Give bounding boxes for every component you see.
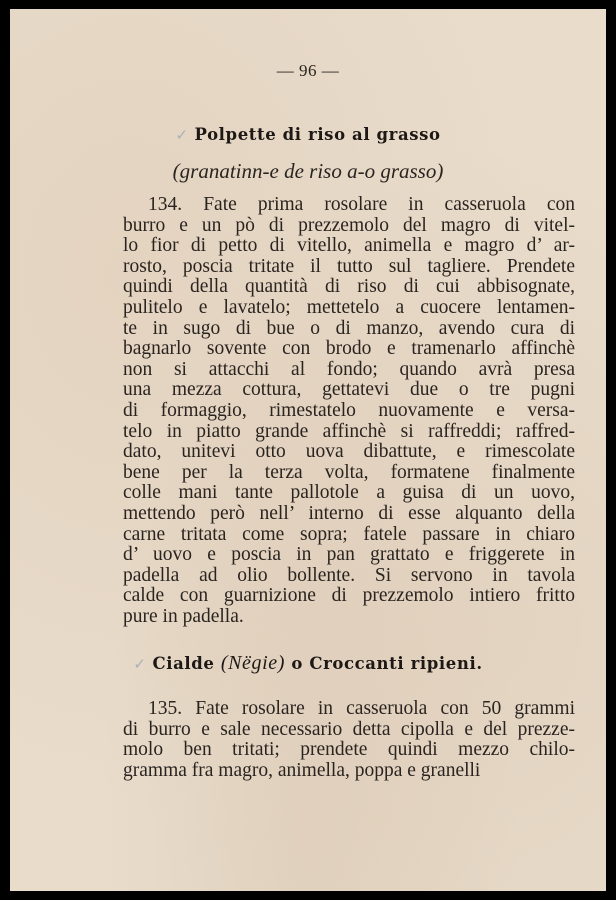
text-line: burro e un pò di prezzemolo del magro di vitel- <box>123 214 575 236</box>
text-line: pulitelo e lavatelo; mettetelo a cuocere lentamen- <box>123 296 575 318</box>
recipe-title-part: o Croccanti ripieni. <box>291 654 483 673</box>
text-line: bagnarlo sovente con brodo e tramenarlo affinchè <box>123 338 575 360</box>
text-line: 135. Fate rosolare in casseruola con 50 grammi <box>148 698 575 719</box>
text-line: una mezza cottura, gettatevi due o tre pugni <box>123 379 575 401</box>
book-page <box>10 9 606 891</box>
text-line: te in sugo di bue o di manzo, avendo cura di <box>123 317 575 339</box>
recipe-title-part: Cialde <box>152 654 215 673</box>
recipe-title <box>10 125 606 144</box>
text-line: telo in piatto grande affinchè si raffreddi; raffred- <box>123 420 575 442</box>
text-line: di burro e sale necessario detta cipolla e del prezze- <box>123 718 575 740</box>
text-line: di formaggio, rimestatelo nuovamente e versa- <box>123 399 575 421</box>
text-line: dato, unitevi otto uova dibattute, e rimescolate <box>123 441 575 463</box>
check-mark-icon: ✓ <box>175 126 189 144</box>
page-number: — 96 — <box>276 61 340 80</box>
text-line: calde con guarnizione di prezzemolo intiero fritto <box>123 585 575 607</box>
text-line: d’ uovo e poscia in pan grattato e friggerete in <box>123 544 575 566</box>
recipe-paragraph <box>123 699 575 781</box>
text-line: colle mani tante pallotole a guisa di un uovo, <box>123 482 575 504</box>
text-line: lo fior di petto di vitello, animella e magro d’ ar- <box>123 235 575 257</box>
text-line: rosto, poscia tritate il tutto sul tagliere. Prendete <box>123 255 575 277</box>
text-line: mettendo però nell’ interno di esse alquanto della <box>123 502 575 524</box>
recipe-title-text: Polpette di riso al grasso <box>194 125 441 144</box>
recipe-paragraph <box>123 195 575 627</box>
text-line: molo ben tritati; prendete quindi mezzo chilo- <box>123 739 575 761</box>
text-line: padella ad olio bollente. Si servono in tavola <box>123 564 575 586</box>
text-line: 134. Fate prima rosolare in casseruola con <box>148 194 575 215</box>
text-line: gramma fra magro, animella, poppa e granelli <box>123 759 481 781</box>
text-line: bene per la terza volta, formatene finalmente <box>123 461 575 483</box>
text-line: quindi della quantità di riso di cui abbisognate, <box>123 276 575 298</box>
text-line: carne tritata come sopra; fatele passare in chiaro <box>123 523 575 545</box>
recipe-title <box>10 652 606 675</box>
check-mark-icon: ✓ <box>133 655 147 673</box>
recipe-title-dialect: (Nëgie) <box>220 652 286 674</box>
recipe-subtitle: (granatinn-e de riso a-o grasso) <box>172 159 444 183</box>
text-line: non si attacchi al fondo; quando avrà presa <box>123 358 575 380</box>
text-line: pure in padella. <box>123 605 244 627</box>
